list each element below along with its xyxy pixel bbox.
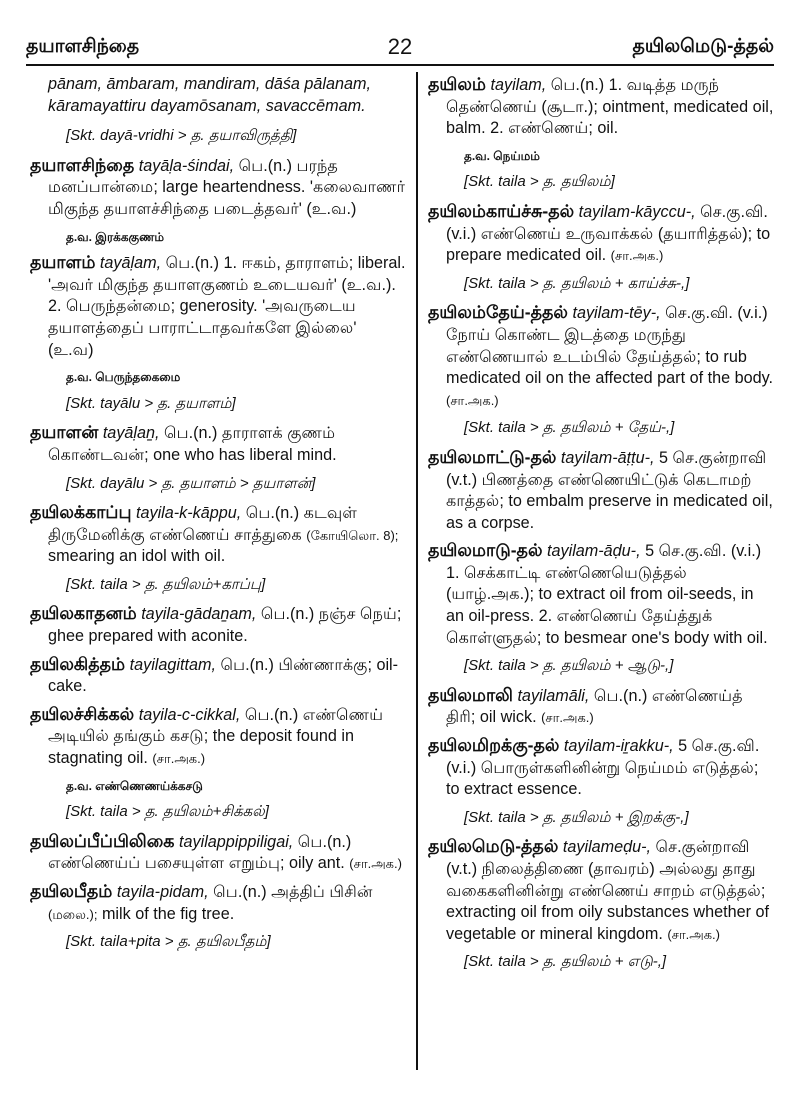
dictionary-entry (30, 704, 406, 770)
definition: செ.கு.வி. (v.i.) நோய் கொண்ட இடத்தை மருந்து எண்ணெயால் உடம்பில் தேய்த்தல்; to rub medicated oil on the affected part of the body. (446, 304, 773, 388)
column-divider (416, 72, 418, 1070)
definition: செ.குன்றாவி (v.t.) நிலைத்திணை (தாவரம்) அல்லது தாது வகைகளினின்று எண்ணெய் சாறம் எடுத்தல்; extracting oil from oily substances whether of vegetable or mineral kingdom. (446, 838, 769, 943)
headword: தயிலமிறக்கு-தல் (428, 735, 560, 756)
headword: தயாளம் (30, 252, 96, 273)
citation: (சா.அக.) (152, 751, 206, 767)
transliteration: tayila-c-cikkal, (138, 705, 241, 724)
definition: செ.கு.வி. (v.i.) எண்ணெய் உருவாக்கல் (தயாரித்தல்); to prepare medicated oil. (446, 202, 771, 265)
tamil-equivalent: த.வ. எண்ணெணய்க்கசடு (66, 778, 203, 793)
etymology-source: [Skt. taila > த. தயிலம் + காய்ச்சு-,] (464, 274, 690, 292)
transliteration: tayilamāli, (517, 686, 590, 705)
headword: தயிலமாடு-தல் (428, 540, 543, 561)
transliteration: tayāḷaṉ, (102, 424, 160, 443)
headword: தயிலக்காப்பு (30, 502, 132, 523)
definition: பெ.(n.) எண்ணெய் அடியில் தங்கும் கசடு; the deposit found in stagnating oil. (48, 705, 384, 768)
etymology-source: [Skt. dayā-vridhi > த. தயாவிருத்தி] (66, 127, 297, 145)
transliteration: tayila-pidam, (116, 883, 209, 901)
etymology-source: [Skt. taila > த. தயிலம் + இறக்கு-,] (464, 808, 689, 826)
headword: தயிலமெடு-த்தல் (428, 836, 559, 857)
dictionary-entry (30, 654, 406, 698)
dictionary-entry (428, 447, 775, 534)
definition: பெ.(n.) அத்திப் பிசின் (213, 883, 373, 901)
transliteration: tayila-gādaṉam, (141, 605, 257, 624)
headword: தயிலமாட்டு-தல் (428, 446, 557, 467)
etymology-source: [Skt. taila > த. தயிலம்] (464, 173, 615, 191)
transliteration: tayila-k-kāppu, (135, 504, 242, 523)
transliteration: tayilam-iṟakku-, (563, 737, 674, 756)
headword: தயிலம்தேய்-த்தல் (428, 302, 568, 323)
headword: தயிலம் (428, 74, 486, 94)
dictionary-entry (428, 735, 775, 801)
transliteration: tayilappippiligai, (179, 832, 294, 851)
definition: 5 செ.கு.வி.(v.i.) பொருள்களினின்று நெய்மம் எடுத்தல்; to extract essence. (446, 737, 760, 799)
citation: (சா.அக.) (667, 926, 720, 942)
definition: பெ.(n.) எண்ணெய்ப் பசையுள்ள எறும்பு; oily ant. (48, 832, 352, 873)
definition: பெ.(n.) எண்ணெய்த் திரி; oil wick. (446, 686, 743, 727)
transliteration: tayilam-āṭṭu-, (560, 448, 655, 467)
definition: பெ.(n.) 1. ஈகம், தாராளம்; liberal. 'அவர் மிகுந்த தயாளகுணம் உடையவர்' (உ.வ.). 2. பெருந்தன்மை; generosity. 'அவருடைய தயாளத்தைப் பாராட்டாதவர்களே இல்லை' (உ.வ) (48, 254, 406, 359)
transliteration: tayilam-tēy-, (572, 304, 661, 323)
page-number: 22 (387, 34, 413, 59)
definition-english: milk of the fig tree. (101, 904, 235, 923)
headword: தயிலச்சிக்கல் (30, 703, 135, 724)
definition: பெ.(n.) பிண்ணாக்கு; oil-cake. (48, 655, 399, 696)
left-column (30, 74, 406, 961)
headword: தயிலப்பீப்பிலிகை (30, 830, 175, 851)
header-last-word: தயிலமெடு-த்தல் (632, 36, 774, 57)
headword: தயிலமாலி (428, 684, 513, 705)
etymology-source: [Skt. taila > த. தயிலம்+காப்பு] (66, 575, 266, 593)
transliteration: tayilameḍu-, (562, 838, 652, 857)
definition: பெ.(n.) 1. வடித்த மருந் தெண்ணெய் (சூடா.); ointment, medicated oil, balm. 2. எண்ணெய்; oil. (446, 76, 774, 138)
definition-english: smearing an idol with oil. (48, 547, 226, 566)
etymology-source: [Skt. taila > த. தயிலம் + தேய்-,] (464, 419, 675, 437)
transliteration: tayāḷa-śindai, (138, 156, 235, 175)
citation: (சா.அக.) (446, 392, 499, 408)
dictionary-entry (428, 836, 775, 945)
dictionary-entry (30, 603, 406, 647)
headword: தயிலம்காய்ச்சு-தல் (428, 200, 575, 221)
definition: 5 செ.கு.வி. (v.i.) 1. செக்காட்டி எண்ணெயெடுத்தல் (யாழ்.அக.); to extract oil from oil-seeds, in an oil-press. 2. எண்ணெய் தேய்த்துக் கொள்ளுதல்; to besmear one's body with oil. (446, 542, 768, 647)
dictionary-entry (30, 831, 406, 875)
etymology-source: [Skt. taila > த. தயிலம் + எடு-,] (464, 953, 667, 971)
dictionary-entry (428, 540, 775, 649)
etymology-source: [Skt. taila > த. தயிலம் + ஆடு-,] (464, 657, 674, 675)
tamil-equivalent: த.வ. இரக்ககுணம் (66, 229, 165, 244)
transliteration: tayilam-āḍu-, (547, 542, 641, 561)
transliteration: tayāḷam, (99, 254, 162, 273)
definition: 5 செ.குன்றாவி (v.t.) பிணத்தை எண்ணெயிட்டுக் கெடாமற் காத்தல்; to embalm preserve in medicated oil, as a corpse. (446, 448, 773, 532)
definition: பெ.(n.) பரந்த மனப்பான்மை; large heartendness. 'கலைவாணர் மிகுந்த தயாளச்சிந்தை படைத்தவர்' (உ.வ.) (48, 156, 406, 218)
citation: (சா.அக.) (349, 856, 402, 872)
definition: பெ.(n.) கடவுள் திருமேனிக்கு எண்ணெய் சாத்துகை (48, 504, 358, 544)
definition: பெ.(n.) தாராளக் குணம் கொண்டவன்; one who has liberal mind. (48, 424, 337, 464)
dictionary-entry (30, 422, 406, 466)
transliteration: tayilam-kāyccu-, (578, 202, 696, 221)
citation: (சா.அக.) (610, 248, 664, 264)
citation: (மலை.); (48, 906, 98, 922)
dictionary-entry (428, 302, 775, 411)
dictionary-entry (428, 74, 775, 140)
etymology-source: [Skt. tayālu > த. தயாளம்] (66, 394, 236, 412)
headword: தயாளன் (30, 422, 99, 443)
continued-transliteration: pānam, āmbaram, mandiram, dāśa pālanam, kāramayattiru dayamōsanam, savaccēmam. (48, 75, 372, 115)
etymology-source: [Skt. taila > த. தயிலம்+சிக்கல்] (66, 803, 269, 821)
definition: பெ.(n.) நஞ்ச நெய்; ghee prepared with aconite. (48, 605, 402, 646)
header-first-word: தயாளசிந்தை (26, 36, 140, 57)
transliteration: tayilam, (490, 76, 547, 94)
tamil-equivalent: த.வ. நெய்மம் (464, 148, 540, 163)
dictionary-entry (30, 252, 406, 361)
etymology-source: [Skt. dayālu > த. தயாளம் > தயாளன்] (66, 474, 316, 492)
citation: (கோயிலொ. 8); (306, 527, 399, 543)
tamil-equivalent: த.வ. பெருந்தகைமை (66, 370, 181, 385)
dictionary-entry (30, 155, 406, 221)
headword: தயிலபீதம் (30, 881, 113, 901)
transliteration: tayilagittam, (129, 655, 216, 674)
right-column (428, 74, 775, 981)
dictionary-entry (428, 201, 775, 267)
citation: (சா.அக.) (541, 710, 594, 726)
etymology-source: [Skt. taila+pita > த. தயிலபீதம்] (66, 933, 271, 951)
dictionary-entry (30, 881, 406, 925)
headword: தயாளசிந்தை (30, 154, 135, 175)
page-header (26, 34, 774, 66)
headword: தயிலகாதனம் (30, 603, 137, 624)
dictionary-entry (30, 502, 406, 568)
headword: தயிலகித்தம் (30, 653, 126, 674)
dictionary-entry (428, 685, 775, 729)
